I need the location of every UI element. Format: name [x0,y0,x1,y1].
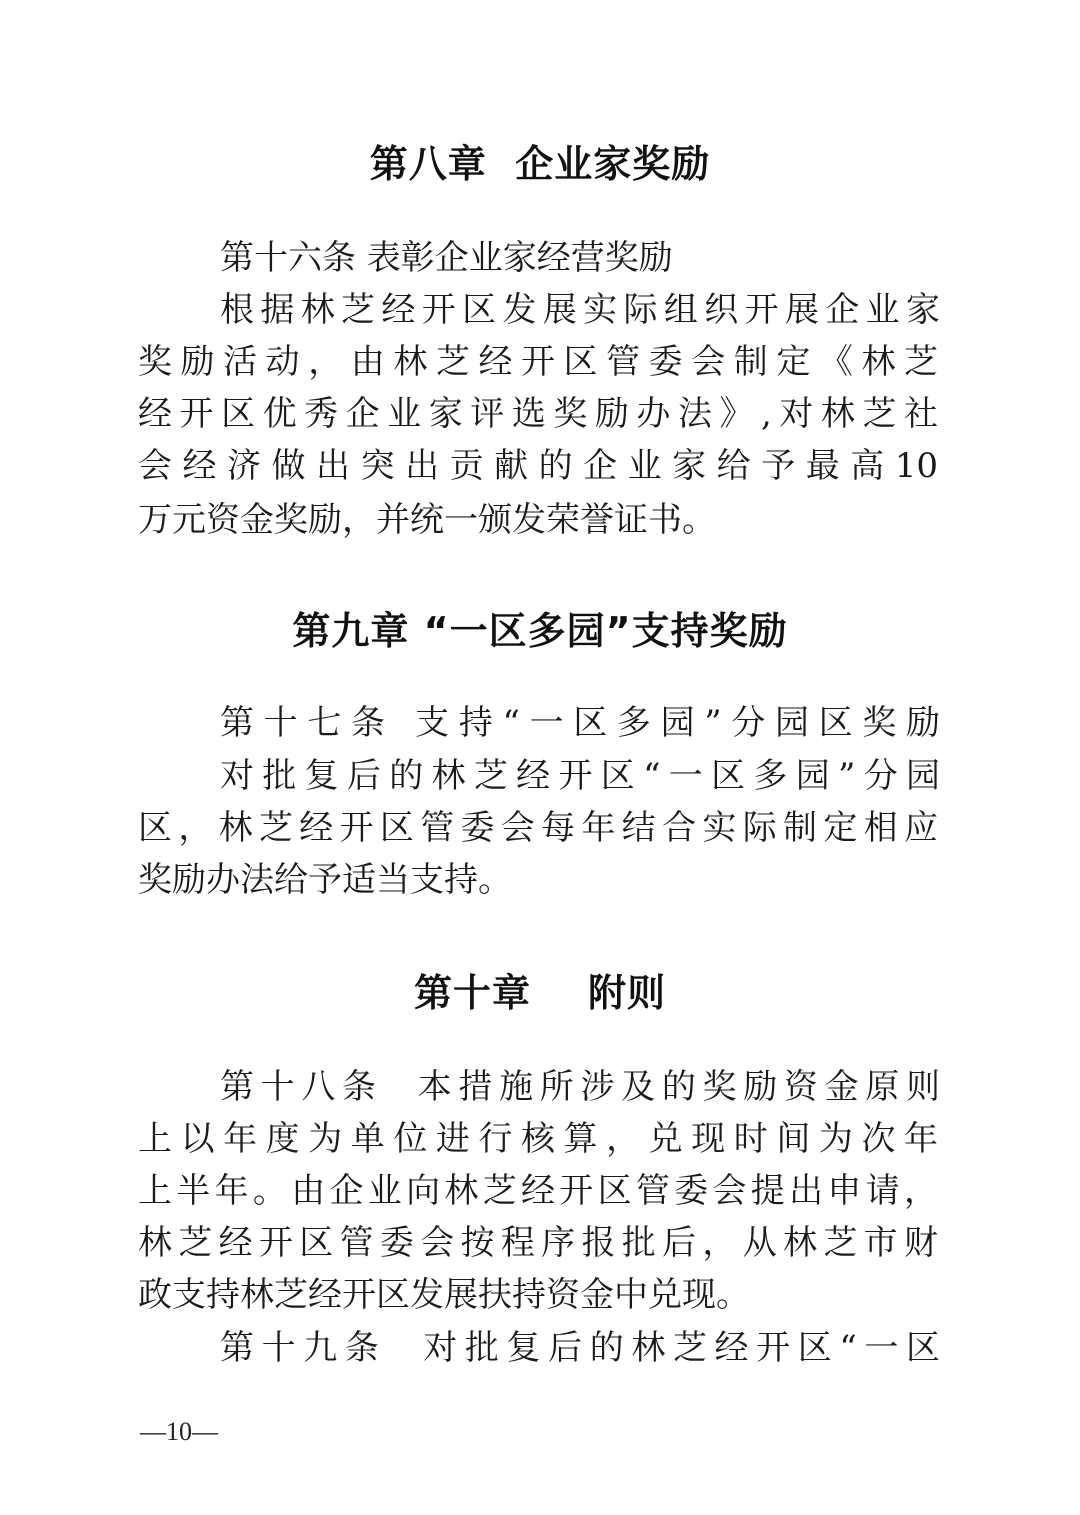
article-16-heading: 第十六条 表彰企业家经营奖励 [220,238,673,278]
article-16-line: 经开区优秀企业家评选奖励办法》,对林芝社 [138,394,938,434]
chapter-10-title: 第十章 附则 [414,971,666,1015]
article-16-line: 万元资金奖励，并统一颁发荣誉证书。 [138,500,716,540]
article-17-line: 区，林芝经开区管委会每年结合实际制定相应 [138,808,938,848]
article-17-line: 对批复后的林芝经开区“一区多园”分园 [220,756,940,796]
article-18-line: 林芝经开区管委会按程序报批后，从林芝市财 [138,1223,938,1263]
chapter-8-title: 第八章 企业家奖励 [369,142,711,186]
article-18-line: 第十八条 本措施所涉及的奖励资金原则 [220,1067,940,1107]
article-17-heading: 第十七条 支持“一区多园”分园区奖励 [220,703,940,743]
article-17-line: 奖励办法给予适当支持。 [138,860,512,900]
chapter-9-title: 第九章 “一区多园”支持奖励 [292,609,788,653]
article-19-line: 第十九条 对批复后的林芝经开区“一区 [220,1328,940,1368]
article-16-line: 根据林芝经开区发展实际组织开展企业家 [220,290,940,330]
page-number: —10— [140,1417,218,1446]
article-18-line: 政支持林芝经开区发展扶持资金中兑现。 [138,1275,750,1315]
article-18-line: 上以年度为单位进行核算，兑现时间为次年 [138,1119,938,1159]
article-16-line: 会经济做出突出贡献的企业家给予最高10 [138,446,938,486]
article-18-line: 上半年。由企业向林芝经开区管委会提出申请， [138,1171,938,1211]
article-16-line: 奖励活动，由林芝经开区管委会制定《林芝 [138,342,938,382]
